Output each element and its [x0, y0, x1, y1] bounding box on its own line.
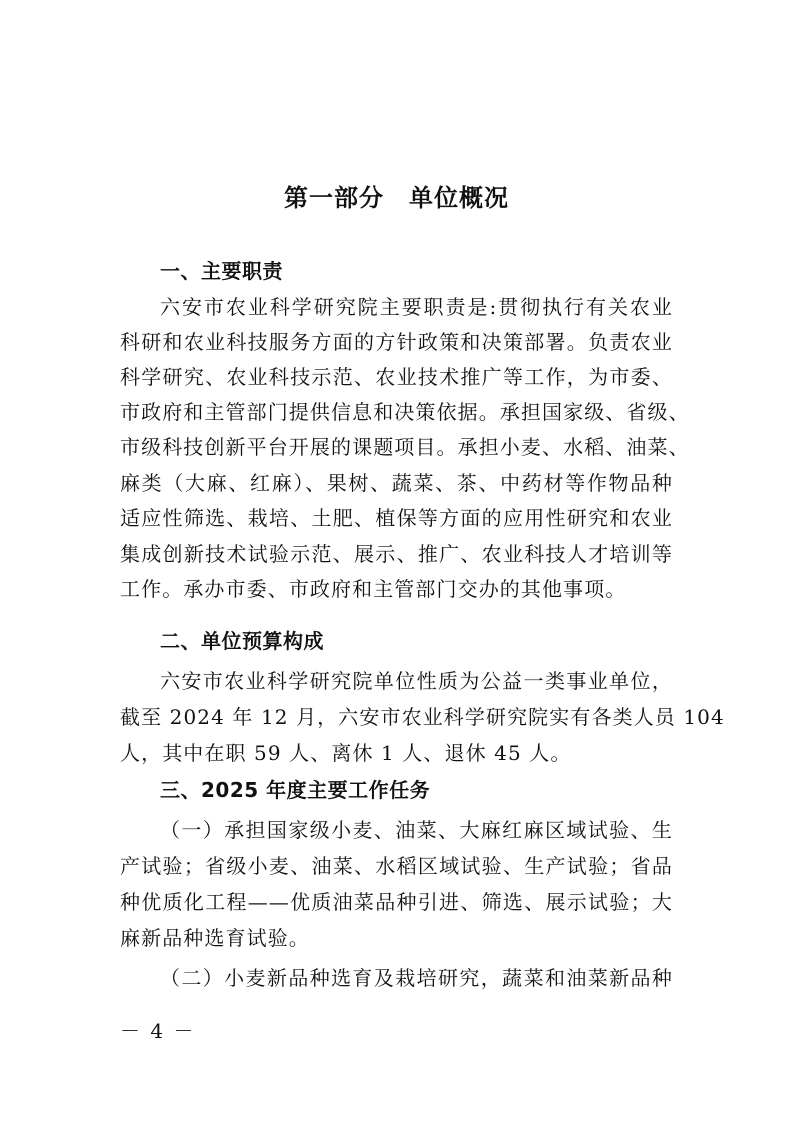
paragraph-line: 科学研究、农业科技示范、农业技术推广等工作，为市委、 [120, 365, 673, 389]
paragraph-line: 麻类（大麻、红麻）、果树、蔬菜、茶、中药材等作物品种 [120, 471, 673, 495]
section-heading: 二、单位预算构成 [160, 629, 324, 653]
paragraph-line: 市政府和主管部门提供信息和决策依据。承担国家级、省级、 [120, 400, 690, 424]
page-title: 第一部分 单位概况 [284, 184, 509, 212]
paragraph-line: 集成创新技术试验示范、展示、推广、农业科技人才培训等 [120, 542, 673, 566]
paragraph-line: 科研和农业科技服务方面的方针政策和决策部署。负责农业 [120, 330, 673, 354]
paragraph-line: 人，其中在职 59 人、离休 1 人、退休 45 人。 [120, 741, 572, 765]
paragraph-line: 市级科技创新平台开展的课题项目。承担小麦、水稻、油菜、 [120, 435, 690, 459]
section-heading: 一、主要职责 [160, 259, 283, 283]
paragraph-line: 工作。承办市委、市政府和主管部门交办的其他事项。 [120, 577, 627, 601]
page-number: － 4 － [120, 1019, 196, 1043]
paragraph-line: 六安市农业科学研究院主要职责是:贯彻执行有关农业 [160, 295, 673, 319]
paragraph-line: 种优质化工程——优质油菜品种引进、筛选、展示试验；大 [120, 890, 673, 914]
section-heading: 三、2025 年度主要工作任务 [160, 778, 431, 802]
paragraph-line: 产试验；省级小麦、油菜、水稻区域试验、生产试验；省品 [120, 854, 673, 878]
paragraph-line: 截至 2024 年 12 月，六安市农业科学研究院实有各类人员 104 [120, 705, 725, 729]
paragraph-line: 麻新品种选育试验。 [120, 926, 310, 950]
paragraph-line: 适应性筛选、栽培、土肥、植保等方面的应用性研究和农业 [120, 506, 673, 530]
paragraph-line: （二）小麦新品种选育及栽培研究，蔬菜和油菜新品种 [160, 966, 673, 990]
paragraph-line: （一）承担国家级小麦、油菜、大麻红麻区域试验、生 [160, 818, 673, 842]
paragraph-line: 六安市农业科学研究院单位性质为公益一类事业单位， [160, 669, 673, 693]
